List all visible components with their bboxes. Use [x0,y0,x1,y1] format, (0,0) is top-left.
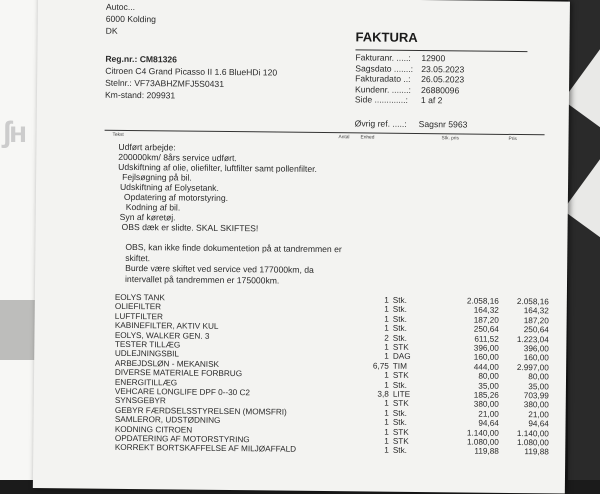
item-total: 380,00 [523,400,549,410]
info-value: 12900 [421,53,446,64]
sender-city: 6000 Kolding [105,13,157,25]
item-total: 2.997,00 [516,362,549,373]
item-unit: STK [392,370,409,381]
item-price: 21,00 [478,409,499,419]
item-unit: Stk. [392,314,407,324]
item-unit: STK [392,427,409,437]
item-unit: Stk. [392,305,407,315]
item-qty: 2 [384,333,389,343]
item-qty: 1 [384,427,389,437]
item-price: 611,52 [474,334,499,344]
info-value: 23.05.2023 [421,63,465,74]
item-total: 1.080,00 [516,438,549,448]
item-price: 35,00 [478,381,499,391]
item-qty: 6,75 [372,361,389,371]
item-total: 250,64 [523,325,549,335]
col-qty: Antal [338,135,350,141]
item-qty: 1 [384,295,389,305]
item-name: VEHCARE LONGLIFE DPF 0--30 C2 [114,386,251,398]
col-unit: Enhed [360,135,375,141]
work-note-line: Udskiftning af olie, oliefilter, luftfilter samt pollenfilter. [118,161,317,174]
km-reading: Km-stand: 209931 [104,89,176,101]
item-unit: Stk. [392,417,408,428]
item-name: GEBYR FÆRDSELSSTYRELSEN (MOMSFRI) [114,405,287,417]
item-unit: Stk. [392,295,407,305]
item-total: 396,00 [523,344,549,354]
item-price: 2.058,16 [466,296,499,306]
side-paper-2 [563,158,600,245]
item-name: DIVERSE MATERIALE FORBRUG [114,368,243,379]
info-label: Kundenr. .......: [354,83,412,95]
item-qty: 1 [384,305,389,315]
obs-note-line: OBS, kan ikke finde dokumentetion på at tandremmen er [125,241,342,255]
work-note-line: 200000km/ 8års service udført. [118,151,237,164]
item-name: ARBEJDSLØN - MEKANISK [114,358,220,369]
item-qty: 1 [384,314,389,324]
work-note-line: Udskiftning af Eolysetank. [119,181,219,193]
item-price: 250,64 [473,324,499,335]
item-price: 444,00 [473,362,499,372]
item-price: 187,20 [473,315,499,325]
item-total: 21,00 [528,409,549,420]
work-note-line: Opdatering af motorstyring. [123,191,229,204]
item-name: KABINEFILTER, AKTIV KUL [114,321,219,332]
item-qty: 1 [384,417,389,427]
item-qty: 1 [384,342,389,352]
work-note-line: Kodning af bil. [125,201,181,213]
sender-country: DK [105,25,118,36]
item-qty: 1 [384,323,389,333]
reg-number: Reg.nr.: CM81326 [105,53,178,65]
item-price: 185,26 [473,390,499,400]
item-total: 80,00 [528,372,549,382]
sender-name: Autoc... [105,1,136,13]
item-price: 80,00 [478,371,499,382]
other-ref-label: Øvrig ref. .....: [354,118,407,129]
info-label: Side .............: [354,94,409,105]
item-unit: STK [392,436,409,446]
item-unit: Stk. [392,333,407,343]
item-unit: DAG [392,352,411,362]
header-rule [105,130,545,136]
work-note-line: Syn af køretøj. [119,211,176,223]
item-unit: Stk. [392,408,407,418]
item-total: 94,64 [528,419,549,429]
item-price: 1.140,00 [466,428,499,438]
item-qty: 1 [384,352,389,362]
obs-note-line: skiftet. [125,252,151,263]
watermark-logo: ʃʜ [2,116,25,149]
obs-note-line: Burde være skiftet ved service ved 177000km, da [125,262,314,275]
item-total: 35,00 [528,381,549,391]
item-unit: Stk. [392,380,407,390]
item-total: 703,99 [523,391,549,401]
item-qty: 1 [384,399,389,409]
info-value: 26.05.2023 [421,74,465,85]
obs-note-line: intervallet på tandremmen er 175000km. [124,273,280,286]
item-name: KORREKT BORTSKAFFELSE AF MILJØAFFALD [114,443,297,455]
item-name: SAMLEROR, UDSTØDNING [114,415,221,426]
item-price: 119,88 [474,446,499,457]
col-total: Pris [508,136,517,143]
chassis-number: Stelnr.: VF73ABHZMFJ5S0431 [105,77,225,89]
work-note-line: Fejlsøgning på bil. [122,171,192,183]
item-name: TESTER TILLÆG [114,339,181,350]
item-total: 187,20 [523,315,549,326]
info-value: 26880096 [420,84,460,95]
item-qty: 1 [384,370,389,380]
item-total: 2.058,16 [516,297,549,307]
item-name: ENERGITILLÆG [114,377,178,388]
background-right [568,0,600,480]
invoice-title: FAKTURA [355,29,418,45]
item-qty: 1 [384,380,389,390]
item-name: KODNING CITROEN [114,424,193,435]
item-price: 94,64 [478,418,499,429]
vehicle-model: Citroen C4 Grand Picasso II 1.6 BlueHDi 120 [105,65,278,78]
item-unit: TIM [392,361,407,371]
item-unit: Stk. [392,446,408,456]
item-name: OPDATERING AF MOTORSTYRING [114,433,250,445]
item-qty: 3,8 [377,389,389,399]
item-name: LUFTFILTER [114,311,163,322]
item-name: EOLYS TANK [114,292,165,303]
invoice-page [33,0,570,494]
item-qty: 1 [384,446,389,456]
item-name: OLIEFILTER [114,302,162,312]
item-price: 1.080,00 [466,437,499,447]
item-unit: STK [392,342,409,352]
col-price: Stk. pris [441,136,459,142]
item-price: 396,00 [473,343,499,353]
item-unit: Stk. [392,323,407,334]
item-qty: 1 [384,436,389,446]
item-qty: 1 [384,408,389,418]
work-note-line: OBS dæk er slidte. SKAL SKIFTES! [121,221,259,234]
item-name: UDLEJNINGSBIL [114,349,180,359]
info-label: Fakturadato ..: [355,73,411,84]
work-note-line: Udført arbejde: [118,141,176,153]
item-total: 119,88 [524,447,549,457]
info-label: Fakturanr. .....: [355,52,411,63]
item-total: 1.223,04 [516,334,549,344]
item-price: 160,00 [473,352,499,363]
other-ref-value: Sagsnr 5963 [418,118,468,130]
item-total: 1.140,00 [516,428,549,438]
info-value: 1 af 2 [420,95,443,106]
item-total: 160,00 [523,353,549,363]
item-name: EOLYS, WALKER GEN. 3 [114,330,210,341]
item-price: 380,00 [473,399,499,410]
info-label: Sagsdato .......: [355,62,414,74]
col-text: Tekst [112,132,124,138]
item-unit: LITE [392,389,411,399]
item-unit: STK [392,399,409,409]
item-total: 164,32 [523,306,549,316]
item-price: 164,32 [473,305,499,316]
item-name: SYNSGEBYR [114,396,166,406]
